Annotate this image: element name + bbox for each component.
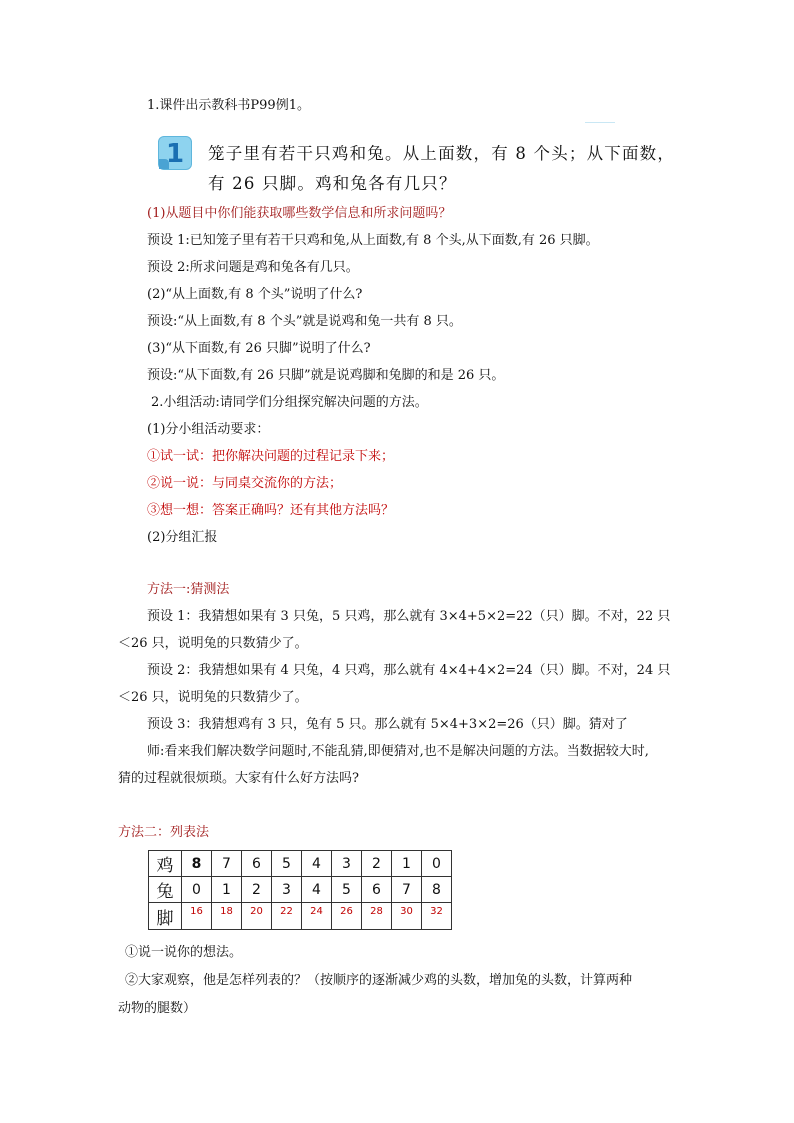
table-cell: 28 <box>362 903 392 930</box>
teacher-line-b: 猜的过程就很烦琐。大家有什么好方法吗? <box>118 771 359 786</box>
row-label-chicken: 鸡 <box>149 851 182 877</box>
decorative-mark <box>585 122 615 123</box>
table-cell: 32 <box>422 903 452 930</box>
preset-3: 预设:“从上面数,有 8 个头”就是说鸡和兔一共有 8 只。 <box>147 314 462 329</box>
requirement-2: ②说一说：与同桌交流你的方法； <box>147 476 343 491</box>
table-cell: 20 <box>242 903 272 930</box>
table-cell: 4 <box>302 851 332 877</box>
table-cell: 5 <box>332 877 362 903</box>
table-cell: 3 <box>272 877 302 903</box>
intro-line: 1.课件出示教科书P99例1。 <box>147 98 310 113</box>
say-line: ①说一说你的想法。 <box>125 945 243 960</box>
table-cell: 22 <box>272 903 302 930</box>
table-cell: 18 <box>212 903 242 930</box>
method-2-heading: 方法二：列表法 <box>118 825 210 840</box>
table-cell: 7 <box>212 851 242 877</box>
method-1-heading: 方法一:猜测法 <box>147 582 230 597</box>
table-cell: 0 <box>422 851 452 877</box>
table-cell: 2 <box>362 851 392 877</box>
table-cell: 1 <box>392 851 422 877</box>
problem-line-2: 有 26 只脚。鸡和兔各有几只？ <box>208 174 457 193</box>
guess-2-line-a: 预设 2：我猜想如果有 4 只兔，4 只鸡，那么就有 4×4+4×2=24（只）脚。不对，24 只 <box>147 663 671 678</box>
question-1: (1)从题目中你们能获取哪些数学信息和所求问题吗？ <box>147 206 452 221</box>
table-cell: 0 <box>182 877 212 903</box>
requirement-1: ①试一试：把你解决问题的过程记录下来； <box>147 449 395 464</box>
table-cell: 8 <box>182 851 212 877</box>
guess-3-line: 预设 3：我猜想鸡有 3 只，兔有 5 只。那么就有 5×4+3×2=26（只）脚。猜对了 <box>147 717 628 732</box>
table-cell: 4 <box>302 877 332 903</box>
table-cell: 6 <box>242 851 272 877</box>
observe-line-a: ②大家观察，他是怎样列表的？（按顺序的逐渐减少鸡的头数，增加兔的头数，计算两种 <box>125 973 633 988</box>
table-cell: 24 <box>302 903 332 930</box>
guess-1-line-b: ＜26 只，说明兔的只数猜少了。 <box>118 636 308 651</box>
teacher-line-a: 师:看来我们解决数学问题时,不能乱猜,即便猜对,也不是解决问题的方法。当数据较大时, <box>147 744 649 759</box>
guess-2-line-b: ＜26 只，说明兔的只数猜少了。 <box>118 690 308 705</box>
row-label-feet: 脚 <box>149 903 182 930</box>
guess-1-line-a: 预设 1：我猜想如果有 3 只兔，5 只鸡，那么就有 3×4+5×2=22（只）脚。不对，22 只 <box>147 609 671 624</box>
example-number: 1 <box>165 139 185 169</box>
example-number-badge <box>158 136 192 170</box>
preset-1: 预设 1:已知笼子里有若干只鸡和兔,从上面数,有 8 个头,从下面数,有 26 只脚。 <box>147 233 599 248</box>
table-cell: 30 <box>392 903 422 930</box>
preset-4: 预设:“从下面数,有 26 只脚”就是说鸡脚和兔脚的和是 26 只。 <box>147 368 505 383</box>
table-row-chicken <box>149 851 452 877</box>
group-report: (2)分组汇报 <box>147 530 218 545</box>
table-row-feet <box>149 903 452 930</box>
requirements-heading: (1)分小组活动要求： <box>147 422 270 437</box>
table-cell: 26 <box>332 903 362 930</box>
table-cell: 8 <box>422 877 452 903</box>
activity-line: 2.小组活动:请同学们分组探究解决问题的方法。 <box>151 395 428 410</box>
listing-table <box>148 850 452 930</box>
table-cell: 6 <box>362 877 392 903</box>
question-2: (2)“从上面数,有 8 个头”说明了什么? <box>147 287 363 302</box>
requirement-3: ③想一想：答案正确吗？还有其他方法吗？ <box>147 503 395 518</box>
problem-line-1: 笼子里有若干只鸡和兔。从上面数，有 8 个头；从下面数， <box>208 144 676 163</box>
table-cell: 3 <box>332 851 362 877</box>
observe-line-b: 动物的腿数） <box>118 1001 197 1016</box>
preset-2: 预设 2:所求问题是鸡和兔各有几只。 <box>147 260 359 275</box>
table-row-rabbit <box>149 877 452 903</box>
question-3: (3)“从下面数,有 26 只脚”说明了什么? <box>147 341 371 356</box>
table-cell: 1 <box>212 877 242 903</box>
table-cell: 5 <box>272 851 302 877</box>
table-cell: 2 <box>242 877 272 903</box>
row-label-rabbit: 兔 <box>149 877 182 903</box>
table-cell: 16 <box>182 903 212 930</box>
table-cell: 7 <box>392 877 422 903</box>
